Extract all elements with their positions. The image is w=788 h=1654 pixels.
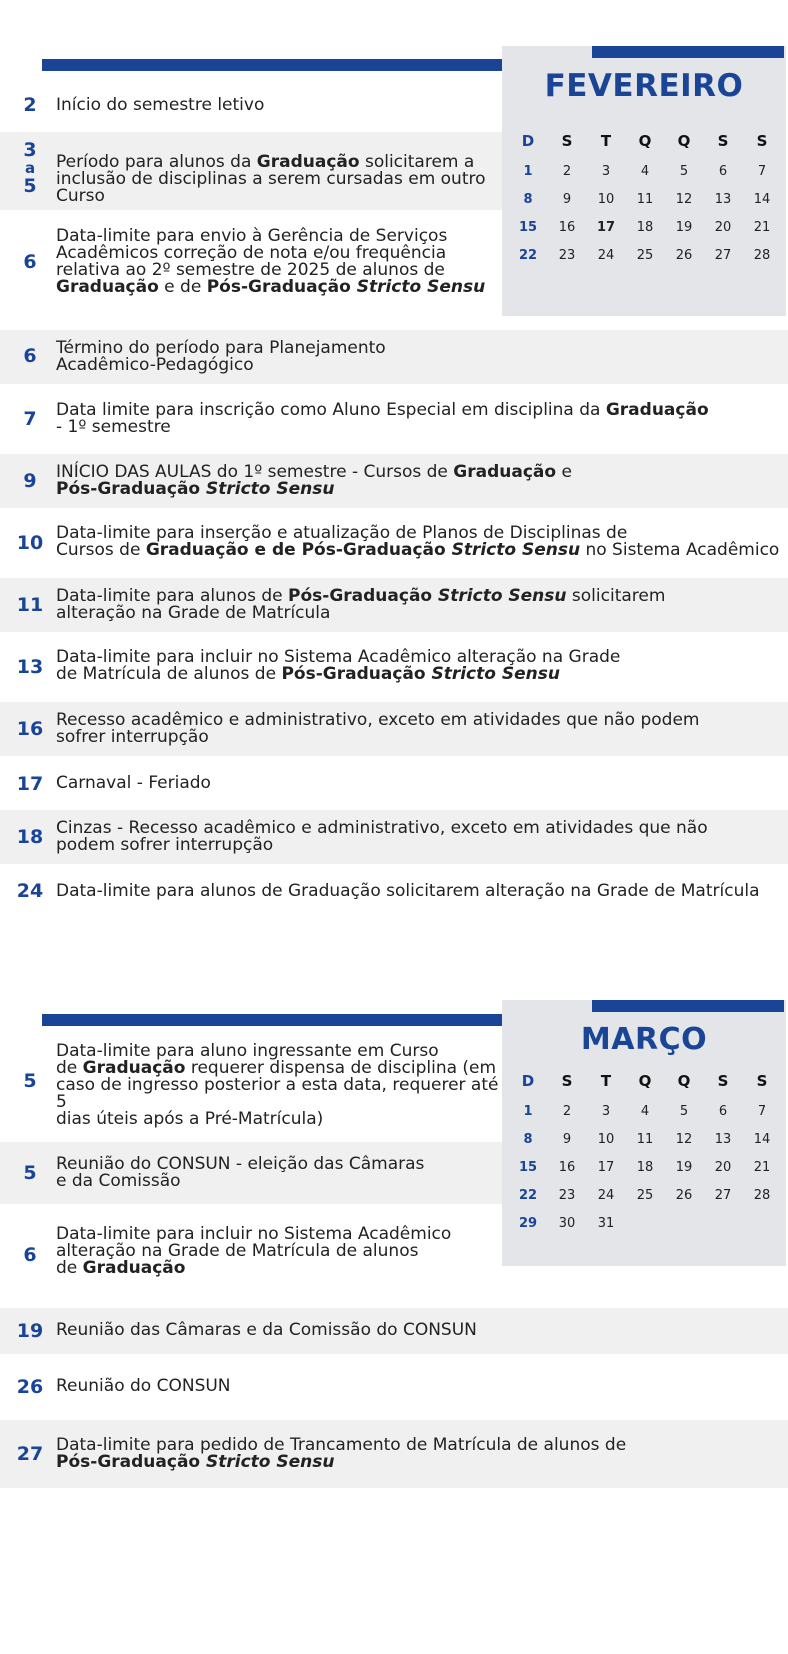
- february-week-2: [502, 192, 786, 212]
- event-text-line: Data-limite para aluno ingressante em Curso: [56, 1041, 439, 1061]
- calendar-day: 15: [518, 1160, 538, 1175]
- text-segment-bold: Graduação: [453, 462, 557, 482]
- event-row: [0, 1030, 502, 1142]
- calendar-day: 13: [714, 192, 732, 207]
- event-day: 27: [16, 1443, 44, 1465]
- calendar-day: 22: [518, 248, 538, 263]
- text-segment-bold: Pós-Graduação: [56, 479, 207, 499]
- february-week-3: [502, 220, 786, 240]
- february-accent-bar-left: [42, 59, 542, 71]
- february-accent-bar-right: [592, 46, 784, 58]
- text-segment: solicitarem a: [359, 152, 475, 172]
- event-text-line: inclusão de disciplinas a serem cursadas em outro Curso: [56, 169, 486, 206]
- event-day-end: 5: [23, 175, 37, 197]
- event-day: 19: [16, 1320, 44, 1342]
- text-segment-bold: Graduação: [82, 1058, 186, 1078]
- calendar-day: 27: [714, 248, 732, 263]
- text-segment-bold: Graduação: [256, 152, 360, 172]
- calendar-day: 28: [753, 248, 771, 263]
- text-segment-bold-italic: Stricto Sensu: [356, 277, 486, 297]
- event-row: [0, 1204, 502, 1304]
- march-accent-bar-left: [42, 1014, 542, 1026]
- event-row: [0, 454, 788, 508]
- text-segment-bold: Pós-Graduação: [56, 1452, 207, 1472]
- event-text-line: caso de ingresso posterior a esta data, requerer até 5: [56, 1075, 499, 1112]
- weekday-header: S: [756, 132, 768, 150]
- calendar-day: 11: [636, 192, 654, 207]
- calendar-day: 24: [597, 248, 615, 263]
- event-row: [0, 810, 788, 864]
- text-segment: requerer dispensa de disciplina (em: [185, 1058, 497, 1078]
- text-segment-bold-italic: Stricto Sensu: [431, 664, 560, 684]
- text-segment: Data limite para inscrição como Aluno Especial em disciplina da: [56, 400, 606, 420]
- event-row: [0, 1308, 788, 1354]
- event-text: [56, 712, 700, 746]
- text-segment-bold: Graduação e de Pós-Graduação: [145, 540, 452, 560]
- event-text-line: Data-limite para incluir no Sistema Acadêmico alteração na Grade: [56, 647, 621, 667]
- february-week-1: [502, 164, 786, 184]
- weekday-header: D: [521, 132, 535, 150]
- calendar-day: 10: [597, 1132, 615, 1147]
- calendar-day: 23: [558, 248, 576, 263]
- calendar-day: 20: [714, 220, 732, 235]
- calendar-day: 17: [597, 1160, 615, 1175]
- calendar-day-holiday: 17: [596, 220, 616, 235]
- weekday-header: S: [561, 132, 573, 150]
- event-day: 13: [16, 656, 44, 678]
- text-segment-bold-italic: Stricto Sensu: [206, 479, 335, 499]
- event-day: 6: [23, 1244, 37, 1266]
- event-day: 5: [23, 1162, 37, 1184]
- calendar-day: 18: [636, 220, 654, 235]
- event-text: [56, 340, 386, 374]
- weekday-header: S: [717, 132, 729, 150]
- calendar-day: 10: [597, 192, 615, 207]
- calendar-day: 13: [714, 1132, 732, 1147]
- event-text-line: [56, 1454, 626, 1471]
- march-week-5: [502, 1216, 786, 1236]
- event-text: Carnaval - Feriado: [56, 773, 211, 793]
- event-text: [56, 525, 779, 559]
- calendar-day: 4: [640, 164, 650, 179]
- event-day: 16: [16, 718, 44, 740]
- weekday-header: D: [521, 1072, 535, 1090]
- event-text-line: Cinzas - Recesso acadêmico e administrativo, exceto em atividades que não: [56, 818, 708, 838]
- calendar-day: 21: [753, 220, 771, 235]
- calendar-day: 11: [636, 1132, 654, 1147]
- event-text-line: Acadêmico-Pedagógico: [56, 355, 254, 375]
- event-row: [0, 578, 788, 632]
- event-text-line: alteração na Grade de Matrícula: [56, 603, 331, 623]
- calendar-day: 4: [640, 1104, 650, 1119]
- weekday-header: Q: [638, 132, 652, 150]
- event-text: [56, 1043, 502, 1128]
- event-row: [0, 1354, 788, 1420]
- event-day: 9: [23, 470, 37, 492]
- calendar-day: 29: [518, 1216, 538, 1231]
- event-text-line: - 1º semestre: [56, 417, 171, 437]
- february-calendar: [502, 46, 786, 316]
- event-text: Início do semestre letivo: [56, 95, 265, 115]
- event-row: [0, 132, 502, 210]
- event-text-line: relativa ao 2º semestre de 2025 de alunos de: [56, 260, 445, 280]
- event-text-line: [56, 1260, 451, 1277]
- calendar-day: 6: [718, 1104, 728, 1119]
- calendar-day: 3: [601, 164, 611, 179]
- event-day-start: 3: [23, 139, 37, 161]
- event-text: [56, 154, 502, 205]
- event-text: Reunião das Câmaras e da Comissão do CONSUN: [56, 1320, 477, 1340]
- calendar-day: 3: [601, 1104, 611, 1119]
- weekday-header: S: [717, 1072, 729, 1090]
- event-text-line: [56, 481, 572, 498]
- march-calendar-title: MARÇO: [580, 1022, 708, 1057]
- text-segment: Data-limite para alunos de: [56, 586, 289, 606]
- text-segment: solicitarem: [566, 586, 666, 606]
- event-day: 10: [16, 532, 44, 554]
- calendar-day: 26: [675, 248, 693, 263]
- calendar-day: 8: [523, 192, 533, 207]
- calendar-day: 14: [753, 192, 771, 207]
- event-row: [0, 384, 788, 454]
- event-row: [0, 508, 788, 578]
- event-text-line: dias úteis após a Pré-Matrícula): [56, 1109, 324, 1129]
- calendar-day: 19: [675, 1160, 693, 1175]
- event-text: [56, 1226, 451, 1277]
- event-text: [56, 1156, 424, 1190]
- calendar-day: 2: [562, 1104, 572, 1119]
- event-row: [0, 864, 788, 918]
- text-segment-bold: Pós-Graduação: [288, 586, 439, 606]
- event-row: [0, 632, 788, 702]
- calendar-day: 6: [718, 164, 728, 179]
- event-row: [0, 78, 502, 132]
- text-segment-bold: Pós-Graduação: [281, 664, 432, 684]
- event-text-line: Acadêmicos correção de nota e/ou frequência: [56, 243, 447, 263]
- event-day: 17: [16, 773, 44, 795]
- calendar-day: 14: [753, 1132, 771, 1147]
- event-text-line: podem sofrer interrupção: [56, 835, 274, 855]
- event-text: [56, 588, 665, 622]
- event-day: 18: [16, 826, 44, 848]
- calendar-day: 8: [523, 1132, 533, 1147]
- text-segment: de: [56, 1058, 83, 1078]
- event-day: 24: [16, 880, 44, 902]
- calendar-day: 5: [679, 1104, 689, 1119]
- event-text: Data-limite para alunos de Graduação solicitarem alteração na Grade de Matrícula: [56, 881, 760, 901]
- event-row: [0, 1142, 502, 1204]
- text-segment: no Sistema Acadêmico: [580, 540, 780, 560]
- calendar-day: 7: [757, 1104, 767, 1119]
- text-segment-bold-italic: Stricto Sensu: [206, 1452, 335, 1472]
- text-segment-bold: Pós-Graduação: [206, 277, 357, 297]
- calendar-day: 15: [518, 220, 538, 235]
- weekday-header: S: [756, 1072, 768, 1090]
- text-segment: Cursos de: [56, 540, 146, 560]
- text-segment-bold: Graduação: [56, 277, 159, 297]
- event-text: [56, 228, 485, 296]
- text-segment-bold-italic: Stricto Sensu: [451, 540, 581, 560]
- calendar-day: 22: [518, 1188, 538, 1203]
- march-accent-bar-right: [592, 1000, 784, 1012]
- event-row: [0, 210, 502, 316]
- calendar-day: 23: [558, 1188, 576, 1203]
- calendar-day: 12: [675, 1132, 693, 1147]
- event-day-range: [0, 140, 60, 196]
- calendar-day: 25: [636, 248, 654, 263]
- march-week-2: [502, 1132, 786, 1152]
- march-week-1: [502, 1104, 786, 1124]
- february-week-4: [502, 248, 786, 268]
- calendar-day: 21: [753, 1160, 771, 1175]
- february-weekday-header: [502, 132, 786, 152]
- event-text-line: Data-limite para inserção e atualização de Planos de Disciplinas de: [56, 523, 628, 543]
- february-calendar-title: FEVEREIRO: [544, 68, 744, 104]
- event-text-line: Término do período para Planejamento: [56, 338, 386, 358]
- text-segment: Período para alunos da: [56, 152, 257, 172]
- event-text: [56, 1437, 626, 1471]
- calendar-day: 19: [675, 220, 693, 235]
- event-text-line: alteração na Grade de Matrícula de alunos: [56, 1241, 419, 1261]
- event-day: 2: [23, 94, 37, 116]
- calendar-day: 26: [675, 1188, 693, 1203]
- march-calendar: [502, 1000, 786, 1266]
- event-text-line: sofrer interrupção: [56, 727, 209, 747]
- calendar-day: 24: [597, 1188, 615, 1203]
- calendar-day: 1: [523, 1104, 533, 1119]
- calendar-day: 30: [558, 1216, 576, 1231]
- weekday-header: Q: [638, 1072, 652, 1090]
- event-day: 7: [23, 408, 37, 430]
- event-text: [56, 402, 709, 436]
- calendar-day: 20: [714, 1160, 732, 1175]
- event-text-line: Data-limite para pedido de Trancamento de Matrícula de alunos de: [56, 1435, 627, 1455]
- event-text-line: [56, 666, 620, 683]
- event-day: 26: [16, 1376, 44, 1398]
- calendar-day: 18: [636, 1160, 654, 1175]
- text-segment: e de: [158, 277, 207, 297]
- calendar-day: 1: [523, 164, 533, 179]
- event-text: [56, 649, 620, 683]
- calendar-day: 27: [714, 1188, 732, 1203]
- calendar-day: 7: [757, 164, 767, 179]
- calendar-day: 28: [753, 1188, 771, 1203]
- weekday-header: S: [561, 1072, 573, 1090]
- text-segment: e: [556, 462, 572, 482]
- calendar-day: 9: [562, 192, 572, 207]
- calendar-day: 2: [562, 164, 572, 179]
- event-text: [56, 464, 572, 498]
- event-text-line: [56, 279, 485, 296]
- event-text-line: e da Comissão: [56, 1171, 181, 1191]
- event-day: 6: [23, 345, 37, 367]
- calendar-day: 16: [558, 220, 576, 235]
- calendar-day: 31: [597, 1216, 615, 1231]
- calendar-day: 12: [675, 192, 693, 207]
- event-text: Reunião do CONSUN: [56, 1376, 231, 1396]
- event-text: [56, 820, 708, 854]
- calendar-day: 25: [636, 1188, 654, 1203]
- weekday-header: T: [600, 132, 612, 150]
- text-segment-bold-italic: Stricto Sensu: [438, 586, 567, 606]
- march-section: [0, 996, 788, 1556]
- calendar-day: 9: [562, 1132, 572, 1147]
- calendar-day: 16: [558, 1160, 576, 1175]
- event-day: 11: [16, 594, 44, 616]
- weekday-header: T: [600, 1072, 612, 1090]
- event-row: [0, 756, 788, 810]
- event-text-line: Recesso acadêmico e administrativo, exceto em atividades que não podem: [56, 710, 700, 730]
- event-text-line: [56, 542, 779, 559]
- march-weekday-header: [502, 1072, 786, 1092]
- calendar-day: 5: [679, 164, 689, 179]
- event-text-line: Reunião do CONSUN - eleição das Câmaras: [56, 1154, 425, 1174]
- weekday-header: Q: [677, 1072, 691, 1090]
- event-row: [0, 330, 788, 384]
- event-text-line: Data-limite para incluir no Sistema Acadêmico: [56, 1224, 452, 1244]
- text-segment-bold: Graduação: [82, 1258, 186, 1278]
- text-segment: de: [56, 1258, 83, 1278]
- event-day: 5: [23, 1070, 37, 1092]
- event-text-line: Data-limite para envio à Gerência de Serviços: [56, 226, 448, 246]
- text-segment: INÍCIO DAS AULAS do 1º semestre - Cursos de: [56, 462, 454, 482]
- event-row: [0, 1420, 788, 1488]
- march-week-4: [502, 1188, 786, 1208]
- text-segment: de Matrícula de alunos de: [56, 664, 282, 684]
- event-day: 6: [23, 251, 37, 273]
- weekday-header: Q: [677, 132, 691, 150]
- event-day-separator: a: [24, 159, 36, 177]
- march-week-3: [502, 1160, 786, 1180]
- text-segment-bold: Graduação: [605, 400, 709, 420]
- event-row: [0, 702, 788, 756]
